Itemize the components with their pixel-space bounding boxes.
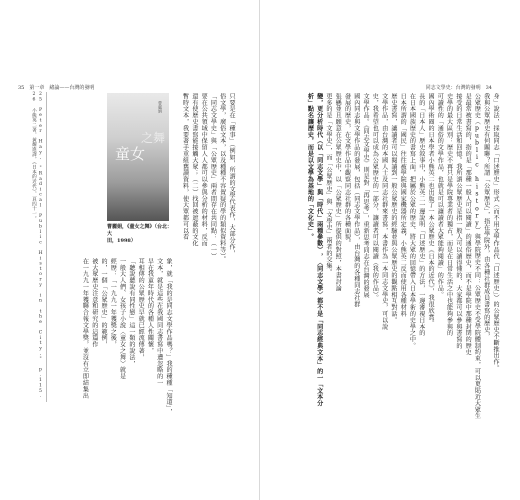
bold-text-column: 析」點名讓歷史，而是以文學為基地的「文化史」。 <box>306 93 314 241</box>
cover-author: 曹麗娟 <box>158 101 163 113</box>
text-column: 還有使歷史書寫能接觸大眾；（二）找回被遮蔽的文化 <box>190 93 198 247</box>
text-column: 早在我童年時代的各種人性關懷， <box>146 258 154 354</box>
right-page-header: 同志文學史：台灣的發明 34 <box>425 85 492 91</box>
text-column: 國內學術圈的日本學者小熊英二也出版了一本公眾歷史《日本的近代》，我很欣賞。 <box>427 93 435 327</box>
text-column: 國內同志與文學作品的發展，包括（同志文學作品），由台灣的各種同志社群 <box>352 93 360 308</box>
text-column: 史學的最大區別：歷史不再只是學院專業者的獨占，而是在日常生活之中也能夠參與的 <box>445 93 453 337</box>
text-column: 文學作品。《同志文學史》則是對「再思考」，重新思考同志在台灣的發展 <box>362 93 370 299</box>
text-column: 日本所謂的「國民」往往被學院與國家機器所定義，小熊英二反而使用各種材料 <box>399 93 407 317</box>
cover-title-secondary: 之舞 <box>141 131 166 145</box>
text-column: 文本，就是這些在我國同志書寫中遭忽略的一 <box>155 258 163 386</box>
text-column: 接受的日常生活和回憶。我所謂公眾歷史是指一般人可以讀得懂的、大家都可以參與書寫的 <box>454 93 462 349</box>
text-column: 更多的是「文學史」，而「公眾歷史」與「文學史」兩者的交集。 <box>324 93 332 276</box>
left-page-header: 35 第一章 緒論——台灣的發明 <box>18 85 95 91</box>
text-column: 象，就「我的是同志文學作品嗎？」我的種種「知道」， <box>165 258 172 415</box>
footnote: 25 Peter Hay, "Radical Public History in the City," p.115. <box>38 92 43 400</box>
text-column: 張懸並且願意在公眾歷史中，以「公眾歷史」所提供的對照，本書討論 <box>334 93 342 292</box>
text-column: 經歷：「一九九一年獲獎之後， <box>109 258 117 348</box>
text-column: 長的「日本人」歷史敘事中，小熊英二一邊說明「口述歷史」的方法，一邊審視日本的 <box>417 93 425 337</box>
footnote: 26 小熊英二著，黃耀進譯，《日本的近代》，頁四十一。 <box>31 92 37 221</box>
text-column: 「聽說聽說有同性戀」這一類的說法， <box>127 258 135 367</box>
text-column: 「同志文學史」與「公眾歷史」兩者間存在共同點：（一） <box>209 93 217 260</box>
cover-title: 童女 <box>115 145 146 163</box>
text-column: 的，一個「公眾歷史」的範例， <box>100 258 108 348</box>
text-column: 被大眾歷史注意和研究的這篇作 <box>90 258 98 348</box>
book-cover-image <box>107 93 169 221</box>
left-body-text <box>172 93 234 401</box>
text-column: 在一九九一年獲聯合報文學獎，並沒有立即結集出 <box>81 258 89 399</box>
caption-line: 田，1998） <box>107 238 136 244</box>
text-column: 耳相傳的公眾歷史早就已經流傳著， <box>137 258 145 361</box>
right-page <box>260 0 520 500</box>
text-column: 俗文學，廣俗文本，以及種種不容置疑的學的類似資料等）。 <box>218 93 226 263</box>
text-column: 歷史書寫，讓讀者可以閱讀到一般公眾歷史的經驗並與公眾歷史的觀點相互對話。 <box>389 93 397 324</box>
text-column: 要在公共領域中保留人人都可以參與分析的材料，反而 <box>200 93 208 247</box>
text-column: 我與公眾歷史有何關聯？所謂「公眾歷史」，指在學院外，由各種社群成員書寫的歷史， <box>482 93 490 340</box>
text-column: 可讀性的「通俗的文學作品，也就是可以讓讀者大眾能夠閱讀」的作品。 <box>436 93 444 298</box>
footnotes <box>20 92 42 402</box>
text-column: 一般大人們、女孩子小說〈童女之舞〉就是 <box>118 258 126 380</box>
text-column: 史，我希望也可以成為公眾歷史的一部分，讓讀者可以閱讀（我的作品）。 <box>371 93 379 302</box>
text-column: 只要是在「種事」（例如，所謂的文學代表作，大部分作， <box>228 93 235 257</box>
left-lower-text <box>81 258 172 415</box>
caption-line: 曹麗娟，《童女之舞》（台北：大 <box>107 224 173 237</box>
text-column: 文學作品，由台灣的本國人士及同志社群來書寫，本書作為一本同志文學史，可以說 <box>380 93 388 330</box>
text-column: 公眾歷史（public history）與學院歷史不同：公眾歷史不受學院體制約束，可以更貼近大眾生 <box>473 93 481 420</box>
right-body-text <box>284 93 499 420</box>
image-caption <box>107 224 173 245</box>
bold-text-column: 變，更分析時代（以「同志文學」與「時代」兩種參數），〈同志文學〉都不是「同志經典文本」的一「文本分 <box>315 93 323 407</box>
text-column: 在日本國族歷史的書寫上面，把屬於公眾的歷史、將大眾的回憶帶入日本學術的史學之中。 <box>408 93 416 349</box>
text-column: 發展的歷史，在文學作品中觀察同志社群的各種面貌。 <box>343 93 351 247</box>
footnote-divider <box>46 92 47 402</box>
text-column: 是最常被書寫的，指的是「那種一般人可以閱讀」的通俗歷史，而不是學院中那種封閉的歷史 <box>464 93 472 356</box>
text-column: 身」說法，採取同志「口述歷史」形式（而不用文學作品代「口述歷史」）的公眾歷史不斷推出作。 <box>492 93 499 372</box>
text-column: 暫時文本，我要著手重組舊讀資料，使大眾都可以看 <box>181 93 189 241</box>
